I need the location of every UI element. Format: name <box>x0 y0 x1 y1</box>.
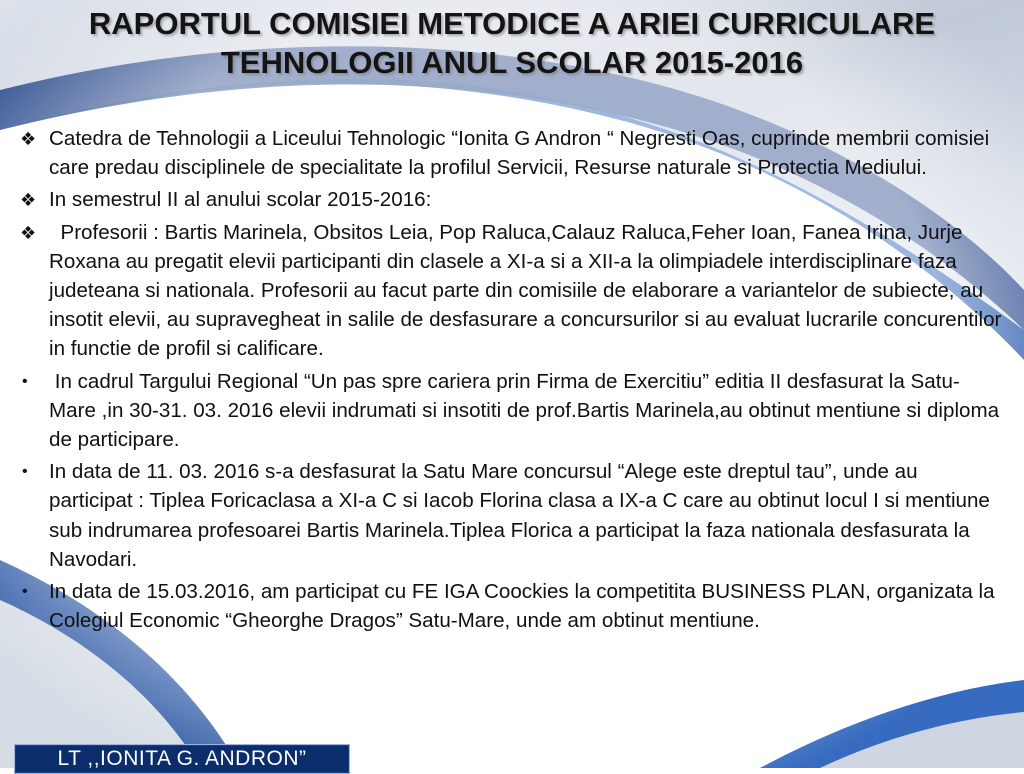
dot-bullet-icon: • <box>22 583 28 601</box>
list-item-text: Catedra de Tehnologii a Liceului Tehnologic “Ionita G Andron “ Negresti Oas, cuprinde membrii comisiei care predau disciplinele de specialitate la profilul Servicii, Resurse naturale si Protectia Mediului. <box>49 127 990 180</box>
diamond-bullet-icon: ❖ <box>20 222 37 243</box>
list-item-text: In cadrul Targului Regional “Un pas spre cariera prin Firma de Exercitiu” editia II desfasurat la Satu-Mare ,in 30-31. 03. 2016 elevii indrumati si insotiti de prof.Bartis Marinela,au obtinut mentiune si diploma de participare. <box>49 369 1005 452</box>
list-item <box>20 367 1005 455</box>
list-item <box>20 185 1005 214</box>
footer-label-text: LT ,,IONITA G. ANDRON” <box>57 747 307 770</box>
slide-title <box>0 4 1024 82</box>
footer-school-label <box>14 744 350 774</box>
title-line-1: RAPORTUL COMISIEI METODICE A ARIEI CURRICULARE <box>88 6 936 41</box>
list-item-text: In data de 15.03.2016, am participat cu FE IGA Coockies la competitita BUSINESS PLAN, organizata la Colegiul Economic “Gheorghe Dragos” Satu-Mare, unde am obtinut mentiune. <box>49 580 995 633</box>
list-item-text: Profesorii : Bartis Marinela, Obsitos Leia, Pop Raluca,Calauz Raluca,Feher Ioan, Fanea Irina, Jurje Roxana au pregatit elevii participanti din clasele a XI-a si a XII-a la olimpiadele interdisciplinare faza judeteana si nationala. Profesorii au facut parte din comisiile de elaborare a variantelor de subiecte, au insotit elevii, au supravegheat in salile de desfasurare a concursurilor si au evaluat lucrarile concurentilor in functie de profil si calificare. <box>49 220 1008 361</box>
list-item <box>20 218 1008 364</box>
diamond-bullet-icon: ❖ <box>20 129 37 149</box>
diamond-bullet-icon: ❖ <box>20 190 37 211</box>
list-item <box>20 577 1005 635</box>
list-item <box>20 124 1005 182</box>
content-list <box>20 124 1008 638</box>
title-line-2: TEHNOLOGII ANUL SCOLAR 2015-2016 <box>220 45 804 80</box>
list-item-text: In semestrul II al anului scolar 2015-2016: <box>49 188 432 212</box>
list-item-text: In data de 11. 03. 2016 s-a desfasurat la Satu Mare concursul “Alege este dreptul tau”, unde au participat : Tiplea Foricaclasa a XI-a C si Iacob Florina clasa a IX-a C care au obtinut locul I si mentiune sub indrumarea profesoarei Bartis Marinela.Tiplea Florica a participat la faza nationala desfasurata la Navodari. <box>49 460 990 571</box>
dot-bullet-icon: • <box>22 463 28 481</box>
dot-bullet-icon: • <box>22 372 28 390</box>
list-item <box>20 457 1005 574</box>
